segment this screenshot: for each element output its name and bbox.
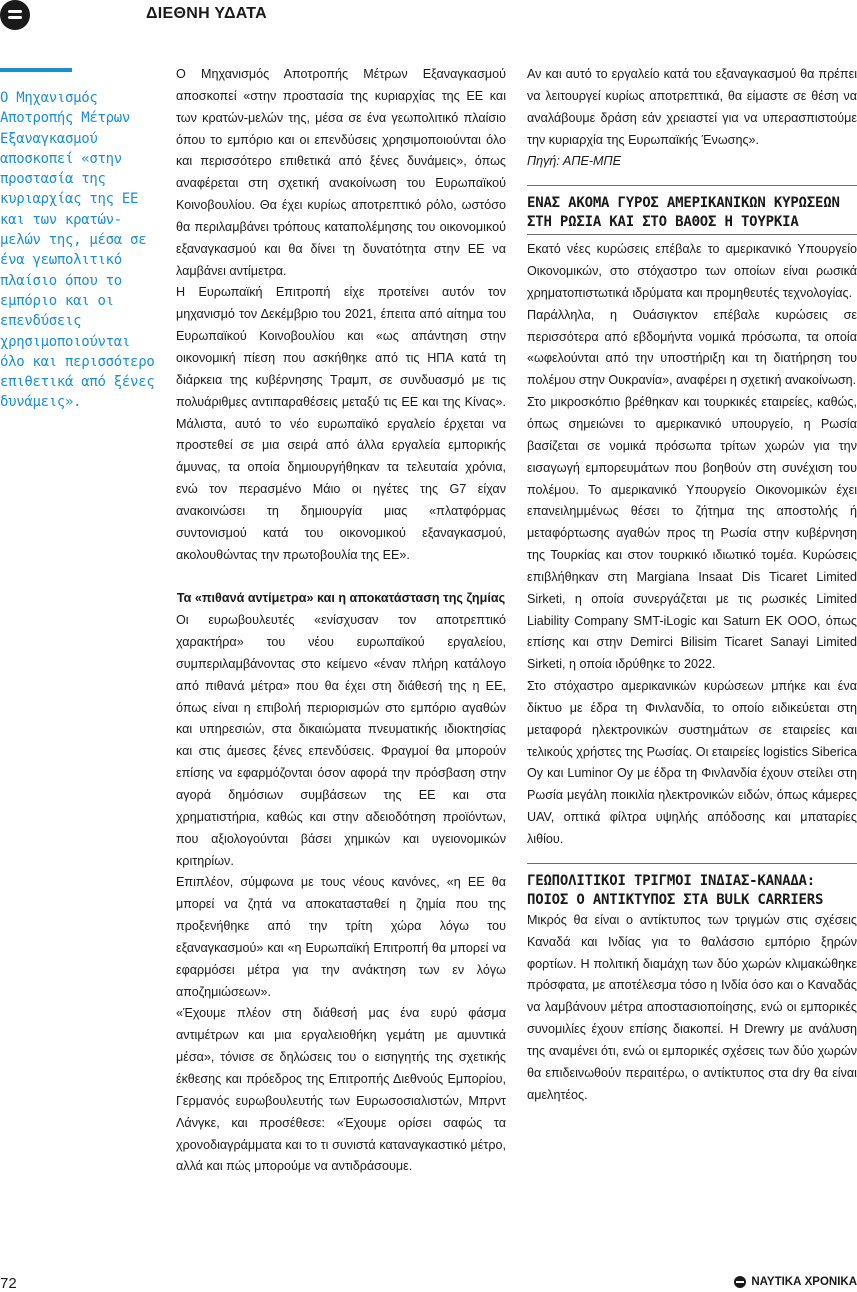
- box-divider: [527, 234, 857, 235]
- subheading: Τα «πιθανά αντίμετρα» και η αποκατάσταση της ζημίας: [176, 591, 506, 606]
- paragraph: Αν και αυτό το εργαλείο κατά του εξαναγκασμού θα πρέπει να λειτουργεί κυρίως αποτρεπτικά, θα είμαστε σε θέση να αναλάβουμε δράση εάν χρειαστεί για να υπερασπιστούμε την κυριαρχία της Ευρωπαϊκής Ένωσης».: [527, 67, 857, 147]
- box-heading: ΓΕΩΠΟΛΙΤΙΚΟΙ ΤΡΙΓΜΟΙ ΙΝΔΙΑΣ-ΚΑΝΑΔΑ: ΠΟΙΟΣ Ο ΑΝΤΙΚΤΥΠΟΣ ΣΤΑ BULK CARRIERS: [527, 872, 824, 908]
- paragraph: Η Ευρωπαϊκή Επιτροπή είχε προτείνει αυτόν τον μηχανισμό τον Δεκέμβριο του 2021, έπειτα από αίτημα του Ευρωπαϊκού Κοινοβουλίου και «ως απάντηση στην οικονομική πίεση που ασκήθηκε από τις ΗΠΑ κατά τη διάρκεια της κυβέρνησης Τραμπ, σε συνδυασμό με τις πολυάριθμες αντιπαραθέσεις μεταξύ τις ΕΕ και της Κίνας». Μάλιστα, αυτό το νέο ευρωπαϊκό εργαλείο έρχεται να προστεθεί σε μια σειρά από άλλα εργαλεία εμπορικής άμυνας, τα οποία δημιουργήθηκαν τα τελευταία χρόνια, ενώ τον περασμένο Μάιο οι ηγέτες της G7 είχαν ανακοινώσει τη δημιουργία μιας «πλατφόρμας συντονισμού κατά του οικονομικού εξαναγκασμού, ακολουθώντας την πρωτοβουλία της ΕΕ».: [176, 285, 506, 562]
- article-column-right: [527, 64, 857, 1106]
- paragraph: Επιπλέον, σύμφωνα με τους νέους κανόνες, «η ΕΕ θα μπορεί να ζητά να αποκατασταθεί η ζημία που της προξενήθηκε από την τρίτη χώρα λόγω του εξαναγκασμού» και «η Ευρωπαϊκή Επιτροπή θα μπορεί να εφαρμόσει μέτρα για την ανάκτηση των εν λόγω αποζημιώσεων».: [176, 875, 506, 999]
- pull-quote: Ο Μηχανισμός Αποτροπής Μέτρων Εξαναγκασμού αποσκοπεί «στην προστασία της κυριαρχίας της ΕΕ και των κρατών-μελών της, μέσα σε ένα γεωπολιτικό πλαίσιο όπου το εμπόριο και οι επενδύσεις χρησιμοποιούνται όλο και περισσότερο επιθετικά από ξένες δυνάμεις».: [0, 90, 155, 411]
- brand-name: ΝΑΥΤΙΚΑ ΧΡΟΝΙΚΑ: [751, 1276, 857, 1288]
- paragraph: Ο Μηχανισμός Αποτροπής Μέτρων Εξαναγκασμού αποσκοπεί «στην προστασία της κυριαρχίας της ΕΕ και των κρατών-μελών της, μέσα σε ένα γεωπολιτικό πλαίσιο όπου το εμπόριο και οι επενδύσεις χρησιμοποιούνται όλο και περισσότερο επιθετικά από ξένες δυνάμεις», όπως αναφέρεται στη σχετική ανακοίνωση του Ευρωπαϊκού Κοινοβουλίου. Θα έχει κυρίως αποτρεπτικό ρόλο, ωστόσο θα περιλαμβάνει τρόπους καταπολέμησης του οικονομικού εξαναγκασμού και θα δίνει τη δυνατότητα στην ΕΕ να λαμβάνει αντίμετρα.: [176, 67, 506, 278]
- article-column-middle: [176, 64, 506, 1178]
- box-heading: ΕΝΑΣ ΑΚΟΜΑ ΓΥΡΟΣ ΑΜΕΡΙΚΑΝΙΚΩΝ ΚΥΡΩΣΕΩΝ ΣΤΗ ΡΩΣΙΑ ΚΑΙ ΣΤΟ ΒΑΘΟΣ Η ΤΟΥΡΚΙΑ: [527, 195, 840, 231]
- section-title: ΔΙΕΘΝΗ ΥΔΑΤΑ: [146, 5, 268, 22]
- box-divider: [527, 863, 857, 864]
- paragraph: Στο μικροσκόπιο βρέθηκαν και τουρκικές εταιρείες, καθώς, όπως σημειώνει το αμερικανικό υπουργείο, η Ρωσία βασίζεται σε νομικά πρόσωπα τρίτων χωρών για την εισαγωγή εμπορευμάτων που βοηθούν στη συνέχιση του πολέμου. Το αμερικανικό Υπουργείο Οικονομικών έχει επανειλημμένως θέσει το ζήτημα της αποστολής ή μεταφόρτωσης αγαθών προς τη Ρωσία στην κυβέρνηση της Τουρκίας και στον τουρκικό ιδιωτικό τομέα. Κυρώσεις επιβλήθηκαν στη Margiana Insaat Dis Ticaret Limited Sirketi, η οποία συνεργάζεται με τις ρωσικές Limited Liability Company SMT-iLogic και Saturn EK OOO, όπως επίσης και στην Demirci Bilisim Ticaret Sanayi Limited Sirketi, η οποία ιδρύθηκε το 2022.: [527, 395, 857, 672]
- paragraph: Στο στόχαστρο αμερικανικών κυρώσεων μπήκε και ένα δίκτυο με έδρα τη Φινλανδία, το οποίο ειδικεύεται στη μεταφορά ηλεκτρονικών συστημάτων σε εταιρείες και τελικούς χρήστες της Ρωσίας. Οι εταιρείες logistics Siberica Oy και Luminor Oy με έδρα τη Φινλανδία έχουν στείλει στη Ρωσία μεγάλη ποικιλία ηλεκτρονικών ειδών, όπως κάμερες UAV, οπτικά φίλτρα υψηλής απόδοσης και μπαταρίες λιθίου.: [527, 679, 857, 846]
- page-number: 72: [0, 1275, 17, 1292]
- paragraph: Παράλληλα, η Ουάσιγκτον επέβαλε κυρώσεις σε περισσότερα από εβδομήντα νομικά πρόσωπα, τα οποία «ωφελούνται από την υποστήριξη και τη διατήρηση του πολέμου στην Ουκρανία», αναφέρει η σχετική ανακοίνωση.: [527, 307, 857, 388]
- paragraph: «Έχουμε πλέον στη διάθεσή μας ένα ευρύ φάσμα αντιμέτρων και μια εργαλειοθήκη γεμάτη με αμυντικά μέσα», τόνισε σε δηλώσεις του ο εισηγητής της σχετικής έκθεσης και πρόεδρος της Επιτροπής Διεθνούς Εμπορίου, Γερμανός ευρωβουλευτής των Ευρωσοσιαλιστών, Μπρντ Λάνγκε, και προσέθεσε: «Έχουμε ορίσει σαφώς τα χρονοδιαγράμματα και το τι συνιστά καταναγκαστικό μέτρο, αλλά και πώς μπορούμε να αντιδράσουμε.: [176, 1006, 506, 1174]
- section-wave-icon: [0, 0, 30, 30]
- brand-logo-icon: [734, 1276, 746, 1288]
- box-divider: [527, 185, 857, 186]
- pull-quote-rule: [0, 68, 72, 72]
- paragraph: Οι ευρωβουλευτές «ενίσχυσαν τον αποτρεπτικό χαρακτήρα» του νέου ευρωπαϊκού εργαλείου, συμπεριλαμβάνοντας στο κείμενο «έναν πλήρη κατάλογο από πιθανά μέτρα» που θα έχει στη διάθεσή της η ΕΕ, όπως είναι η επιβολή περιορισμών στο εμπόριο αγαθών και υπηρεσιών, στα δικαιώματα πνευματικής ιδιοκτησίας και στις άμεσες ξένες επενδύσεις. Φραγμοί θα μπορούν επίσης να εφαρμόζονται όσον αφορά την πρόσβαση στην αγορά δημόσιων συμβάσεων της ΕΕ και στα χρηματιστήρια, καθώς και στην αδειοδότηση προϊόντων, που αξιολογούνται βάσει χημικών και υγειονομικών κριτηρίων.: [176, 613, 506, 868]
- source-credit: Πηγή: ΑΠΕ-ΜΠΕ: [527, 154, 622, 169]
- paragraph: Εκατό νέες κυρώσεις επέβαλε το αμερικανικό Υπουργείο Οικονομικών, στο στόχαστρο των οποίων είναι ρωσικά χρηματοπιστωτικά ιδρύματα και προμηθευτές τεχνολογίας.: [527, 242, 857, 300]
- paragraph: Μικρός θα είναι ο αντίκτυπος των τριγμών στις σχέσεις Καναδά και Ινδίας για το θαλάσσιο εμπόριο ξηρών φορτίων. Η πολιτική διαμάχη των δύο χωρών κλιμακώθηκε πρόσφατα, με αποτέλεσμα τόσο η Ινδία όσο και ο Καναδάς να λαμβάνουν μέτρα αποστασιοποίησης, ενώ οι εμπορικές συνομιλίες έχουν επίσης διακοπεί. Η Drewry με ανάλυση της αναμένει ότι, ενώ οι εμπορικές σχέσεις των δύο χωρών θα επιδεινωθούν περαιτέρω, ο αντίκτυπος στα dry θα είναι αμελητέος.: [527, 912, 857, 1102]
- brand-footer: [734, 1276, 857, 1288]
